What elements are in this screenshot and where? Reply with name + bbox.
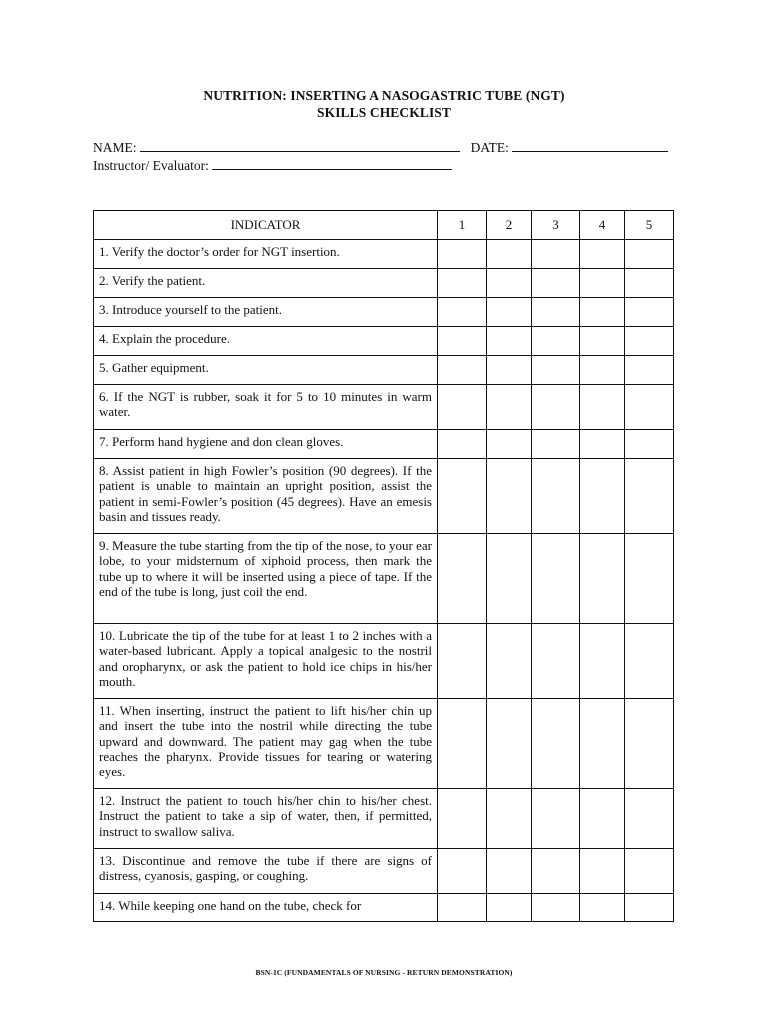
indicator-cell: 9. Measure the tube starting from the tip of the nose, to your ear lobe, to your midsternum of xiphoid process, then mark the tube up to where it will be inserted using a piece of tape. If the end of the tube is long, just coil the end. — [94, 534, 438, 624]
rating-cell-5[interactable] — [625, 534, 674, 624]
rating-cell-3[interactable] — [532, 327, 580, 356]
rating-cell-4[interactable] — [580, 849, 625, 894]
rating-cell-5[interactable] — [625, 240, 674, 269]
rating-cell-4[interactable] — [580, 240, 625, 269]
indicator-header: INDICATOR — [94, 211, 438, 240]
rating-cell-1[interactable] — [438, 269, 487, 298]
rating-cell-3[interactable] — [532, 269, 580, 298]
evaluator-blank[interactable] — [212, 158, 452, 170]
rating-cell-1[interactable] — [438, 624, 487, 699]
rating-cell-1[interactable] — [438, 385, 487, 430]
name-date-row — [93, 140, 668, 156]
rating-cell-2[interactable] — [487, 385, 532, 430]
rating-cell-4[interactable] — [580, 430, 625, 459]
rating-cell-2[interactable] — [487, 534, 532, 624]
rating-cell-1[interactable] — [438, 356, 487, 385]
rating-cell-3[interactable] — [532, 430, 580, 459]
indicator-cell: 12. Instruct the patient to touch his/her chin to his/her chest. Instruct the patient to take a sip of water, then, if permitted, instruct to swallow saliva. — [94, 789, 438, 849]
indicator-cell: 1. Verify the doctor’s order for NGT insertion. — [94, 240, 438, 269]
rating-cell-3[interactable] — [532, 459, 580, 534]
table-row — [94, 849, 674, 894]
rating-cell-1[interactable] — [438, 298, 487, 327]
table-row — [94, 356, 674, 385]
rating-cell-5[interactable] — [625, 789, 674, 849]
table-row — [94, 240, 674, 269]
table-row — [94, 385, 674, 430]
name-label: NAME: — [93, 140, 137, 155]
indicator-cell: 2. Verify the patient. — [94, 269, 438, 298]
rating-cell-2[interactable] — [487, 459, 532, 534]
indicator-cell: 14. While keeping one hand on the tube, check for — [94, 894, 438, 922]
rating-cell-3[interactable] — [532, 894, 580, 922]
rating-cell-5[interactable] — [625, 624, 674, 699]
rating-cell-1[interactable] — [438, 894, 487, 922]
rating-cell-1[interactable] — [438, 327, 487, 356]
rating-cell-2[interactable] — [487, 327, 532, 356]
rating-cell-1[interactable] — [438, 430, 487, 459]
rating-cell-3[interactable] — [532, 298, 580, 327]
document-title: NUTRITION: INSERTING A NASOGASTRIC TUBE (NGT) — [203, 88, 565, 103]
rating-cell-3[interactable] — [532, 849, 580, 894]
indicator-cell: 3. Introduce yourself to the patient. — [94, 298, 438, 327]
rating-cell-4[interactable] — [580, 298, 625, 327]
indicator-cell: 13. Discontinue and remove the tube if there are signs of distress, cyanosis, gasping, or coughing. — [94, 849, 438, 894]
table-row — [94, 327, 674, 356]
rating-cell-4[interactable] — [580, 327, 625, 356]
rating-cell-5[interactable] — [625, 298, 674, 327]
indicator-cell: 10. Lubricate the tip of the tube for at least 1 to 2 inches with a water-based lubricant. Apply a topical analgesic to the nostril and oropharynx, or ask the patient to hold ice chips in his/her mouth. — [94, 624, 438, 699]
rating-cell-4[interactable] — [580, 894, 625, 922]
rating-cell-2[interactable] — [487, 240, 532, 269]
rating-cell-3[interactable] — [532, 240, 580, 269]
indicator-cell: 6. If the NGT is rubber, soak it for 5 to 10 minutes in warm water. — [94, 385, 438, 430]
rating-cell-2[interactable] — [487, 269, 532, 298]
table-row — [94, 894, 674, 922]
name-blank[interactable] — [140, 140, 460, 152]
rating-cell-5[interactable] — [625, 699, 674, 789]
rating-cell-5[interactable] — [625, 430, 674, 459]
rating-header-1: 1 — [438, 211, 487, 240]
rating-cell-4[interactable] — [580, 385, 625, 430]
table-row — [94, 298, 674, 327]
rating-cell-5[interactable] — [625, 327, 674, 356]
indicator-cell: 11. When inserting, instruct the patient to lift his/her chin up and insert the tube into the nostril while directing the tube upward and downward. The patient may gag when the tube reaches the pharynx. Provide tissues for tearing or watering eyes. — [94, 699, 438, 789]
evaluator-row — [93, 158, 452, 174]
rating-cell-4[interactable] — [580, 699, 625, 789]
indicator-cell: 8. Assist patient in high Fowler’s position (90 degrees). If the patient is unable to maintain an upright position, assist the patient in semi-Fowler’s position (45 degrees). Have an emesis basin and tissues ready. — [94, 459, 438, 534]
rating-cell-5[interactable] — [625, 385, 674, 430]
table-row — [94, 430, 674, 459]
rating-cell-3[interactable] — [532, 624, 580, 699]
table-row — [94, 624, 674, 699]
rating-cell-1[interactable] — [438, 534, 487, 624]
rating-cell-2[interactable] — [487, 430, 532, 459]
rating-cell-4[interactable] — [580, 459, 625, 534]
table-row — [94, 534, 674, 624]
rating-cell-1[interactable] — [438, 849, 487, 894]
rating-cell-4[interactable] — [580, 624, 625, 699]
document-subtitle: SKILLS CHECKLIST — [316, 105, 452, 120]
date-blank[interactable] — [512, 140, 668, 152]
date-label: DATE: — [470, 140, 509, 155]
rating-cell-1[interactable] — [438, 699, 487, 789]
rating-header-4: 4 — [580, 211, 625, 240]
rating-cell-4[interactable] — [580, 356, 625, 385]
rating-cell-1[interactable] — [438, 789, 487, 849]
rating-cell-3[interactable] — [532, 385, 580, 430]
rating-cell-2[interactable] — [487, 894, 532, 922]
rating-cell-3[interactable] — [532, 356, 580, 385]
rating-cell-2[interactable] — [487, 789, 532, 849]
table-row — [94, 459, 674, 534]
table-header-row — [94, 211, 674, 240]
rating-cell-2[interactable] — [487, 624, 532, 699]
evaluator-label: Instructor/ Evaluator: — [93, 158, 209, 173]
rating-cell-5[interactable] — [625, 849, 674, 894]
rating-cell-2[interactable] — [487, 699, 532, 789]
indicator-cell: 5. Gather equipment. — [94, 356, 438, 385]
rating-header-5: 5 — [625, 211, 674, 240]
rating-cell-5[interactable] — [625, 356, 674, 385]
rating-cell-2[interactable] — [487, 298, 532, 327]
rating-cell-4[interactable] — [580, 534, 625, 624]
rating-cell-1[interactable] — [438, 240, 487, 269]
rating-cell-3[interactable] — [532, 699, 580, 789]
rating-cell-2[interactable] — [487, 849, 532, 894]
rating-cell-5[interactable] — [625, 459, 674, 534]
rating-cell-3[interactable] — [532, 534, 580, 624]
table-row — [94, 269, 674, 298]
rating-cell-4[interactable] — [580, 789, 625, 849]
rating-cell-4[interactable] — [580, 269, 625, 298]
table-row — [94, 699, 674, 789]
rating-cell-1[interactable] — [438, 459, 487, 534]
rating-cell-5[interactable] — [625, 269, 674, 298]
table-row — [94, 789, 674, 849]
rating-header-3: 3 — [532, 211, 580, 240]
indicator-cell: 4. Explain the procedure. — [94, 327, 438, 356]
rating-cell-3[interactable] — [532, 789, 580, 849]
rating-cell-2[interactable] — [487, 356, 532, 385]
rating-cell-5[interactable] — [625, 894, 674, 922]
rating-header-2: 2 — [487, 211, 532, 240]
skills-checklist-table — [93, 210, 674, 922]
indicator-cell: 7. Perform hand hygiene and don clean gloves. — [94, 430, 438, 459]
page-footer: BSN-1C (FUNDAMENTALS OF NURSING - RETURN DEMONSTRATION) — [255, 968, 513, 977]
